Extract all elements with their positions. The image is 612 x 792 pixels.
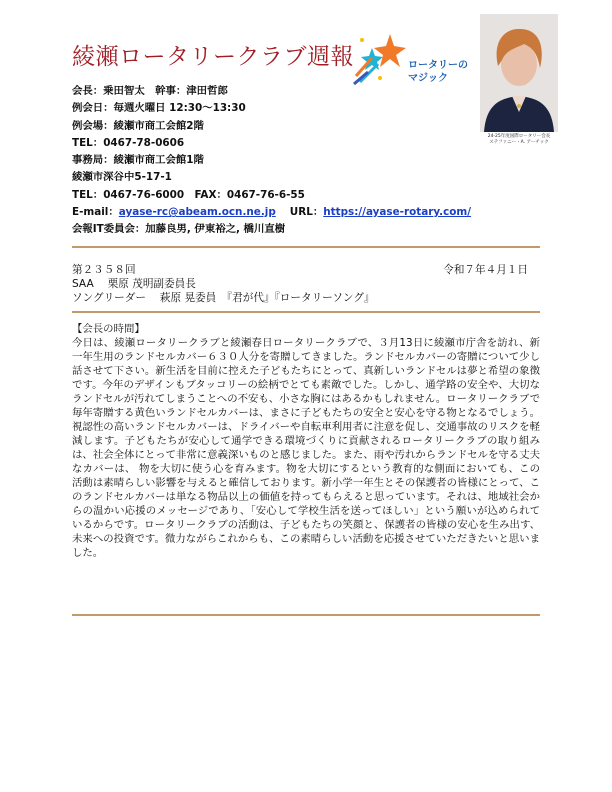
issue-date: 令和７年４月１日 [443,264,528,276]
divider-middle [72,311,540,313]
star-icon [354,34,406,84]
email-link[interactable]: ayase-rc@abeam.ocn.ne.jp [118,206,276,219]
photo-caption [470,134,568,146]
photo-caption-line-1: 24-25年度国際ロータリー会長 [487,134,551,139]
saa-line: SAA 栗原 茂明副委員長 [72,278,196,290]
newsletter-title: 綾瀬ロータリークラブ週報 [72,44,354,70]
contact-line [72,203,471,220]
photo-caption-line-2: ステファニー・A. アーチック [489,140,549,145]
url-label: URL： [289,206,324,219]
club-info [72,82,471,238]
divider-top [72,246,540,248]
logo-text-2: マジック [408,73,448,84]
logo-text-1: ロータリーの [408,60,468,71]
song-leader-line: ソングリーダー 萩原 晃委員 『君が代』『ロータリーソング』 [72,292,375,304]
message-body: 今日は、綾瀬ロータリークラブと綾瀬春日ロータリークラブで、３月13日に綾瀬市庁舎を訪れ、新一年生用のランドセルカバー６３０人分を寄贈してきました。ランドセルカバーの寄贈について少し話させて下さい。新生活を目前に控えた子どもたちにとって、真新しいランドセルは夢と希望の象徴です。今年のデザインもブタッコリーの絵柄でとても素敵でした。しかし、通学路の安全や、大切なランドセルが汚れてしまうことへの不安も、小さな胸にはあるかもしれません。ロータリークラブで毎年寄贈する黄色いランドセルカバーは、まさに子どもたちの安全と安心を守る物となるでしょう。視認性の高いランドセルカバーは、ドライバーや自転車利用者に注意を促し、交通事故のリスクを軽減します。子どもたちが安心して通学できる環境づくりに貢献されるロータリークラブの取り組みは、社会全体にとって非常に意義深いものと感じました。また、雨や汚れからランドセルを守る丈夫なカバーは、 物を大切に使う心を育みます。物を大切にするという教育的な側面においても、この活動は素晴らしい影響を与えると確信しております。新小学一年生とその保護者の皆様にとって、このランドセルカバーは単なる物品以上の価値を持ってもらえると思っています。それは、地域社会からの温かい応援のメッセージであり、「安心して学校生活を送ってほしい」という願いが込められているからです。ロータリークラブの活動は、子どもたちの笑顔と、保護者の皆様の安心を生み出す、未来への投資です。微力ながらこれからも、この素晴らしい活動を応援させていただきたいと思いました。 [72,337,540,559]
office-location: 事務局：綾瀬市商工会館1階 [72,154,204,167]
meeting-place: 例会場：綾瀬市商工会館2階 [72,119,204,132]
meeting-meta [72,262,528,304]
office-tel-fax: TEL：0467-76-6000 FAX：0467-76-6-55 [72,188,305,201]
divider-bottom [72,614,540,616]
president-photo [480,14,558,132]
issue-number: 第２３５８回 [72,264,136,276]
email-label: E-mail： [72,206,119,219]
newsletter-committee: 会報IT委員会：加藤良男, 伊東裕之, 橋川直樹 [72,223,286,236]
club-tel: TEL：0467-78-0606 [72,136,185,149]
website-link[interactable]: https://ayase-rotary.com/ [323,206,472,219]
officers: 会長：乗田智太 幹事：津田哲郎 [72,85,228,97]
president-message [72,322,540,560]
office-address: 綾瀬市深谷中5-17-1 [72,171,172,184]
section-heading: 【会長の時間】 [72,323,145,335]
meeting-day: 例会日：毎週火曜日 12:30～13:30 [72,102,246,115]
rotary-magic-logo [350,28,468,90]
